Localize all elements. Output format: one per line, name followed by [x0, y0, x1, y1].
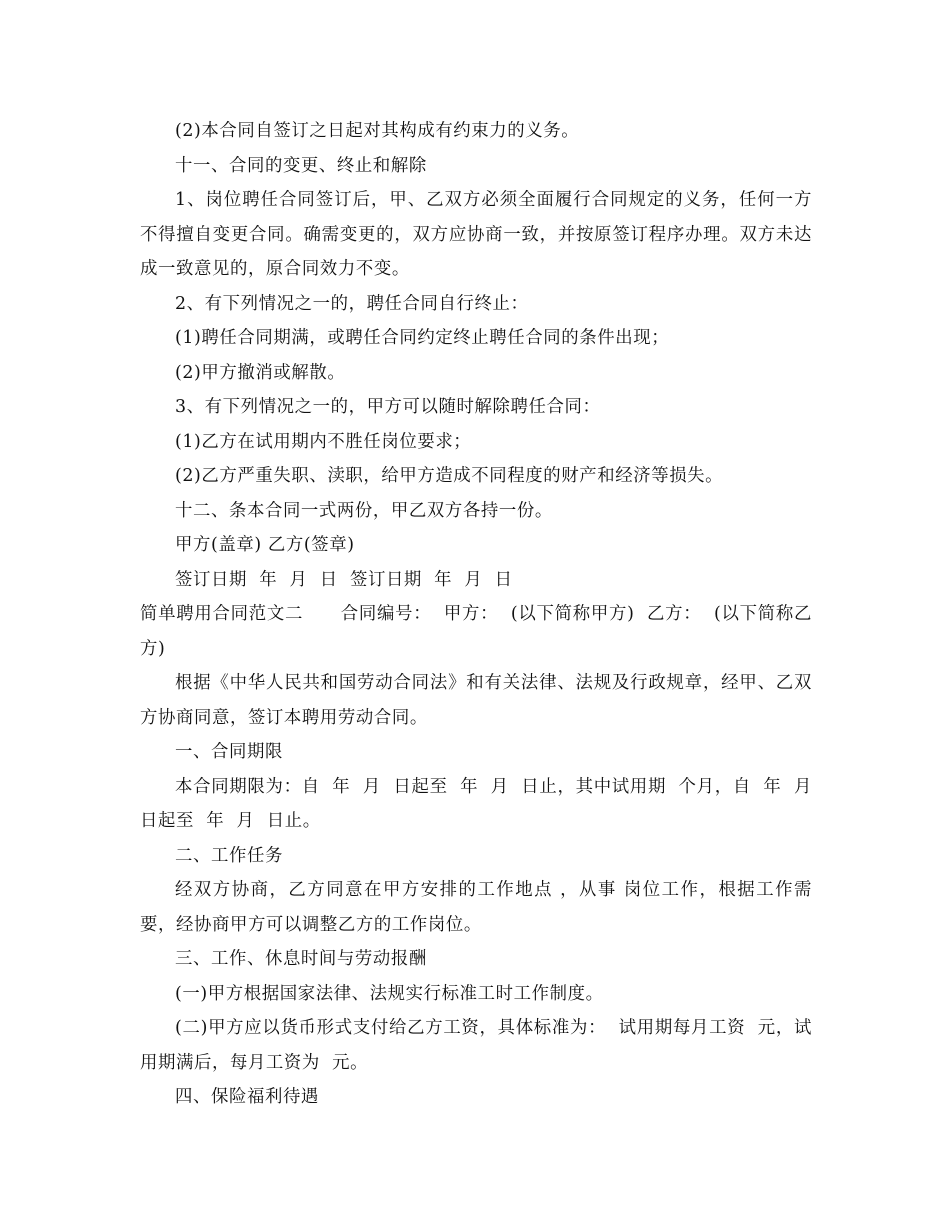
paragraph: 根据《中华人民共和国劳动合同法》和有关法律、法规及行政规章，经甲、乙双方协商同意，签订本聘用劳动合同。: [140, 673, 812, 728]
paragraph: 1、岗位聘任合同签订后，甲、乙双方必须全面履行合同规定的义务，任何一方不得擅自变更合同。确需变更的，双方应协商一致，并按原签订程序办理。双方未达成一致意见的，原合同效力不变。: [140, 190, 812, 279]
paragraph: (2)乙方严重失职、渎职，给甲方造成不同程度的财产和经济等损失。: [175, 466, 724, 486]
section-heading: 三、工作、休息时间与劳动报酬: [175, 949, 427, 969]
paragraph: 经双方协商，乙方同意在甲方安排的工作地点 ，从事 岗位工作，根据工作需要，经协商甲方可以调整乙方的工作岗位。: [140, 880, 812, 935]
paragraph: 本合同期限为：自 年 月 日起至 年 月 日止，其中试用期 个月，自 年 月 日起至 年 月 日止。: [140, 776, 825, 831]
section-heading: 十一、合同的变更、终止和解除: [175, 155, 427, 176]
section-heading: 二、工作任务: [175, 845, 283, 866]
document-body: [140, 114, 825, 1115]
paragraph: (2)甲方撤消或解散。: [175, 362, 346, 383]
paragraph: (一)甲方根据国家法律、法规实行标准工时工作制度。: [175, 983, 604, 1004]
section-heading: 一、合同期限: [175, 742, 283, 762]
paragraph: 2、有下列情况之一的，聘任合同自行终止：: [175, 293, 529, 314]
section-heading: 十二、条本合同一式两份，甲乙双方各持一份。: [175, 500, 553, 521]
signature-line: 甲方(盖章) 乙方(签章): [175, 535, 355, 555]
section-heading: 四、保险福利待遇: [175, 1087, 319, 1107]
paragraph: (1)聘任合同期满，或聘任合同约定终止聘任合同的条件出现；: [175, 328, 670, 348]
signing-date-line: 签订日期 年 月 日 签订日期 年 月 日: [175, 569, 513, 590]
contract-header-line: 简单聘用合同范文二 合同编号： 甲方： (以下简称甲方) 乙方： (以下简称乙方): [140, 604, 812, 659]
paragraph: (二)甲方应以货币形式支付给乙方工资，具体标准为： 试用期每月工资 元，试用期满后，每月工资为 元。: [140, 1018, 812, 1073]
paragraph: 3、有下列情况之一的，甲方可以随时解除聘任合同：: [175, 397, 601, 417]
paragraph: (1)乙方在试用期内不胜任岗位要求；: [175, 431, 472, 452]
paragraph: (2)本合同自签订之日起对其构成有约束力的义务。: [175, 121, 580, 141]
